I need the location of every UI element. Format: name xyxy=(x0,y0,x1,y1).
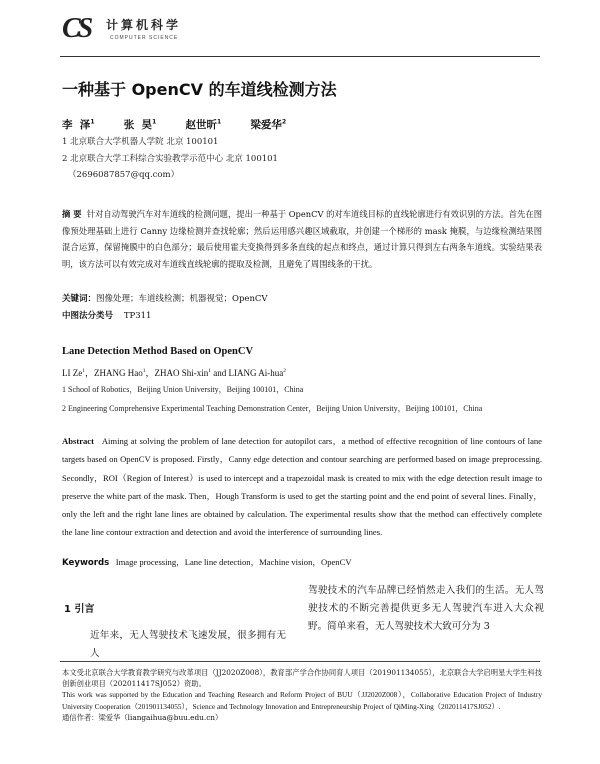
affiliation-en-2: 2 Engineering Comprehensive Experimental Teaching Demonstration Center，Beijing Union University，Beijing 100101，China xyxy=(62,404,483,413)
clc-number: 中图法分类号 TP311 xyxy=(62,311,152,321)
affiliation-en-1: 1 School of Robotics，Beijing Union University，Beijing 100101，China xyxy=(62,385,304,394)
keywords-en: Keywords Image processing，Lane line detection，Machine vision，OpenCV xyxy=(62,557,352,568)
abstract-en-label: Abstract xyxy=(62,436,94,446)
abstract-en-text: Aiming at solving the problem of lane detection for autopilot cars，a method of effective recognition of line contours of lane targets based on OpenCV is proposed. Firstly，Canny edge detection and contour searching are performed based on image preprocessing. Secondly，ROI（Region of Interest）is used to intercept and a trapezoidal mask is created to mix with the edge detection result image to preserve the white part of the mask. Then，Hough Transform is used to get the starting point and the end point of several lines. Finally，only the left and the right lane lines are obtained by calculation. The experimental results show that the method can effectively complete the lane line contour extraction and detection and avoid the interference of surrounding lines. xyxy=(62,436,542,538)
paper-title-en: Lane Detection Method Based on OpenCV xyxy=(62,346,254,357)
intro-right-column: 驾驶技术的汽车品牌已经悄然走入我们的生活。无人驾驶技术的不断完善提供更多无人驾驶汽车进入大众视野。简单来看，无人驾驶技术大致可分为 3 xyxy=(308,585,544,632)
author-cn: 梁爱华 xyxy=(250,119,282,131)
author-cn: 李 泽 xyxy=(62,119,91,131)
abstract-en xyxy=(62,432,542,542)
author-cn: 张 昊 xyxy=(123,119,153,131)
abstract-cn-label: 摘 要 xyxy=(62,209,82,219)
footnote xyxy=(62,667,542,723)
keywords-cn: 关键词：图像处理；车道线检测；机器视觉；OpenCV xyxy=(62,294,268,304)
abstract-cn xyxy=(62,206,542,272)
affiliation-cn-1: 1 北京联合大学机器人学院 北京 100101 xyxy=(62,137,219,147)
authors-en: LI Ze$^1$，ZHANG Hao$^1$，ZHAO Shi-xin$^1$ and LIANG Ai-hua$^2$ xyxy=(62,368,287,378)
footnote-funding-en: This work was supported by the Education and Teaching Research and Reform Project of BUU（JJ2020Z008），Collaborative Education Project of Industry University Cooperation（201901134055），Science and Technology Innovation and Entrepreneurship Project of QiMing-Xing（202011417SJ052）. xyxy=(62,690,542,711)
header-rule xyxy=(60,56,540,57)
contact-email: （2696087857@qq.com） xyxy=(68,170,180,180)
footnote-rule xyxy=(60,661,540,662)
affiliation-cn-2: 2 北京联合大学工科综合实验教学示范中心 北京 100101 xyxy=(62,154,278,164)
footnote-funding-cn: 本文受北京联合大学教育教学研究与改革项目（JJ2020Z008），教育部产学合作协同育人项目（201901134055），北京联合大学启明星大学生科技创新创业项目（202011417SJ052）资助。 xyxy=(62,668,542,689)
journal-name-en: COMPUTER SCIENCE xyxy=(110,35,179,41)
author-cn: 赵世昕 xyxy=(185,119,217,131)
journal-name-cn: 计算机科学 xyxy=(106,18,182,32)
intro-left-column: 近年来，无人驾驶技术飞速发展，很多拥有无人 xyxy=(90,630,286,659)
abstract-cn-text: 针对自动驾驶汽车对车道线的检测问题，提出一种基于 OpenCV 的对车道线目标的直线轮廓进行有效识别的方法。首先在图像预处理基础上进行 Canny 边缘检测并查找轮廓；然后运用感兴趣区域截取，并创建一个梯形的 mask 掩膜，与边缘检测结果图混合运算，保留掩膜中的白色部分；最后使用霍夫变换得到多条直线的起点和终点，通过计算只得到左右两条车道线。实验结果表明，该方法可以有效完成对车道线直线轮廓的提取及检测，且避免了周围线条的干扰。 xyxy=(62,209,542,269)
section-heading-intro: 1 引言 xyxy=(64,604,95,615)
journal-logo-mark: CS xyxy=(62,13,91,44)
footnote-contact: 通信作者：梁爱华（liangaihua@buu.edu.cn） xyxy=(62,712,223,722)
paper-title-cn: 一种基于 OpenCV 的车道线检测方法 xyxy=(62,80,337,99)
authors-cn: 李 泽$^1$ 张 昊$^1$ 赵世昕$^1$ 梁爱华$^2$ xyxy=(62,118,287,131)
